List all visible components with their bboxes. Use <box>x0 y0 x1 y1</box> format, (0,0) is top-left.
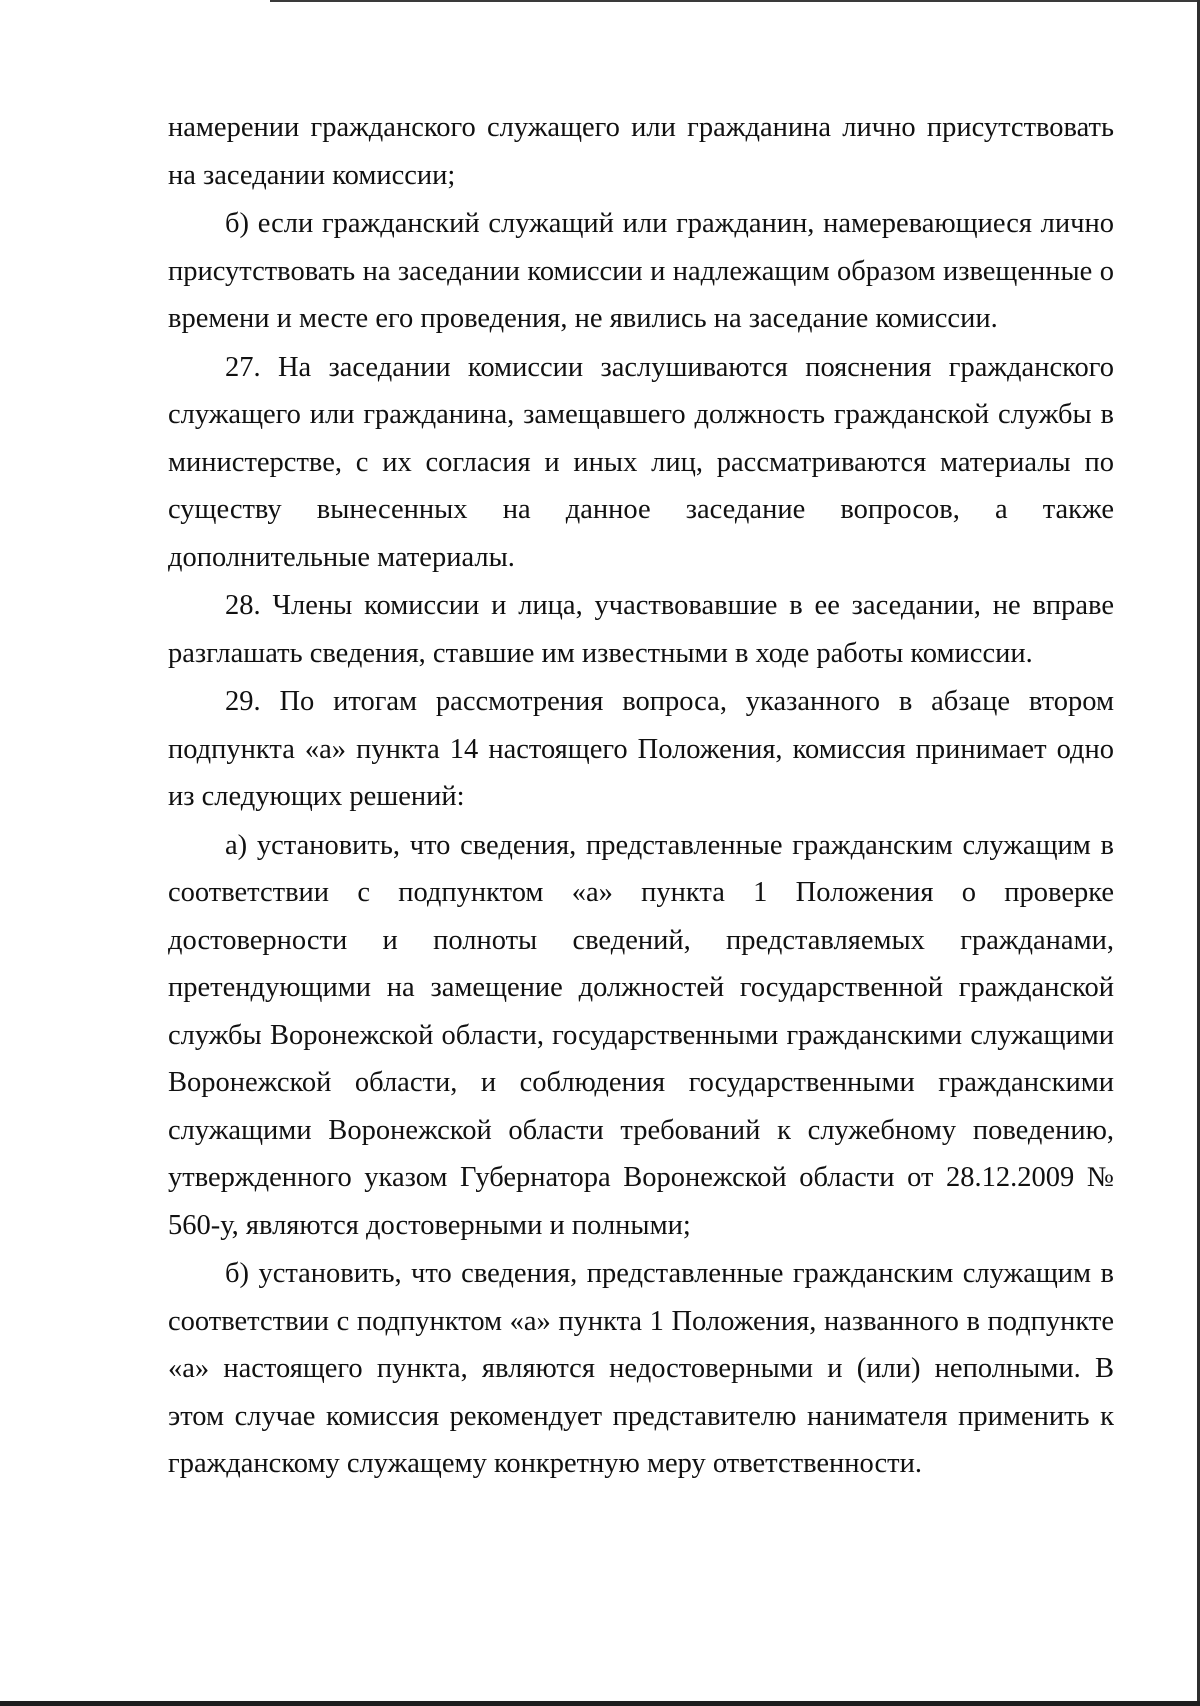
paragraph-28: 28. Члены комиссии и лица, участвовавшие в ее заседании, не вправе разглашать сведения, ставшие им известными в ходе работы комиссии. <box>168 590 1114 669</box>
paragraph-29-a: а) установить, что сведения, представленные гражданским служащим в соответствии с подпунктом «а» пункта 1 Положения о проверке достоверности и полноты сведений, представляемых гражданами, претендующими на замещение должностей государственной гражданской службы Воронежской области, государственными гражданскими служащими Воронежской области, и соблюдения государственными гражданскими служащими Воронежской области требований к служебному поведению, утвержденного указом Губернатора Воронежской области от 28.12.2009 № 560-у, являются достоверными и полными; <box>168 829 1114 1241</box>
paragraph-subitem-b: б) если гражданский служащий или гражданин, намеревающиеся лично присутствовать на заседании комиссии и надлежащим образом извещенные о времени и месте его проведения, не явились на заседание комиссии. <box>168 208 1114 334</box>
scan-edge-bottom <box>0 1701 1200 1706</box>
paragraph-29: 29. По итогам рассмотрения вопроса, указанного в абзаце втором подпункта «а» пункта 14 настоящего Положения, комиссия принимает одно из следующих решений: <box>168 686 1114 812</box>
document-body <box>168 104 1114 1488</box>
paragraph-29-b: б) установить, что сведения, представленные гражданским служащим в соответствии с подпунктом «а» пункта 1 Положения, названного в подпункте «а» настоящего пункта, являются недостоверными и (или) неполными. В этом случае комиссия рекомендует представителю нанимателя применить к гражданскому служащему конкретную меру ответственности. <box>168 1258 1114 1479</box>
paragraph-27: 27. На заседании комиссии заслушиваются пояснения гражданского служащего или гражданина, замещавшего должность гражданской службы в министерстве, с их согласия и иных лиц, рассматриваются материалы по существу вынесенных на данное заседание вопросов, а также дополнительные материалы. <box>168 351 1114 573</box>
paragraph-continuation: намерении гражданского служащего или гражданина лично присутствовать на заседании комиссии; <box>168 112 1114 191</box>
scan-edge-top <box>270 0 1200 2</box>
